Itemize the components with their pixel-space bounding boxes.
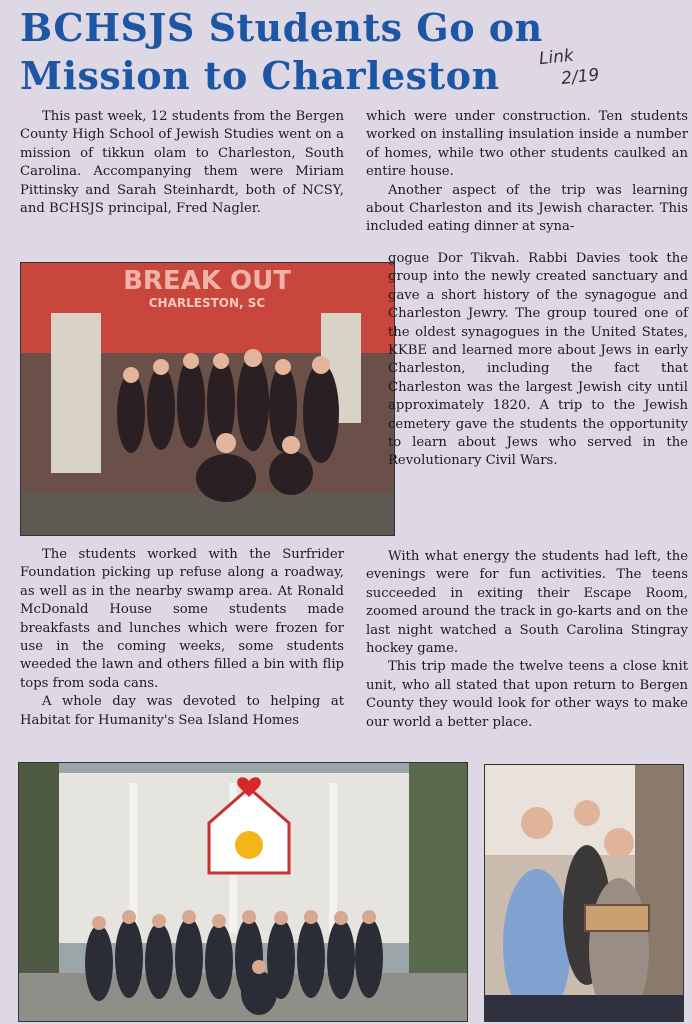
photo-ronald-mcdonald-house-group: [18, 762, 468, 1022]
photo-kitchen-students: [484, 764, 684, 1022]
article-headline: [20, 4, 550, 100]
column-left-intro: [20, 108, 344, 218]
paragraph-habitat: A whole day was devoted to helping at Habitat for Humanity's Sea Island Homes: [20, 694, 344, 728]
paragraph-construction: which were under construction. Ten students worked on installing insulation inside a number of homes, while two other students caulked an entire house.: [366, 109, 688, 180]
paragraph-charleston-cont: gogue Dor Tikvah. Rabbi Davies took the group into the newly created sanctuary and gave a short history of the synagogue and Charleston Jewry. The group toured one of the oldest synagogues in the United States, KKBE and learned more about Jews in early Charleston, including the fact that Charleston was the largest Jewish city until approximately 1820. A trip to the Jewish cemetery gave the students the opportunity to learn about Jews who served in the Revolutionary Civil Wars.: [388, 251, 688, 469]
paragraph-evenings: With what energy the students had left, the evenings were for fun activities. The teens succeeded in exiting their Escape Room, zoomed around the track in go-karts and on the last night watched a South Carolina Stingray hockey game.: [366, 549, 688, 657]
banner-text-breakout: BREAK OUT: [123, 266, 291, 296]
handwritten-note-date: 2/19: [560, 65, 601, 89]
column-right-top: [366, 108, 688, 237]
photo-breakout-group-image: [21, 263, 394, 535]
column-right-bottom: [366, 548, 688, 732]
paragraph-surfrider: The students worked with the Surfrider Foundation picking up refuse along a roadway, as well as in the nearby swamp area. At Ronald McDonald House some students made breakfasts and lunches which were frozen for use in the coming weeks, some students weeded the lawn and others filled a bin with flip tops from soda cans.: [20, 547, 344, 691]
headline-line-1: BCHSJS Students Go on: [20, 5, 543, 50]
paragraph-conclusion: This trip made the twelve teens a close knit unit, who all stated that upon return to Bergen County they would look for other ways to make our world a better place.: [366, 659, 688, 730]
column-left-work: [20, 546, 344, 730]
banner-text-charleston: CHARLESTON, SC: [148, 296, 266, 310]
handwritten-note: [538, 40, 622, 92]
headline-line-2: Mission to Charleston: [20, 53, 500, 98]
paragraph-intro: This past week, 12 students from the Bergen County High School of Jewish Studies went on a mission of tikkun olam to Charleston, South Carolina. Accompanying them were Miriam Pittinsky and Sarah Steinhardt, both of NCSY, and BCHSJS principal, Fred Nagler.: [20, 109, 344, 217]
handwritten-note-line-1: Link: [538, 45, 575, 70]
photo-kitchen-students-image: [485, 765, 683, 1021]
photo-ronald-mcdonald-house-image: [19, 763, 467, 1021]
paragraph-charleston-start: Another aspect of the trip was learning about Charleston and its Jewish character. This included eating dinner at syna-: [366, 182, 688, 235]
photo-breakout-group: [20, 262, 395, 536]
column-right-mid: [388, 250, 688, 471]
